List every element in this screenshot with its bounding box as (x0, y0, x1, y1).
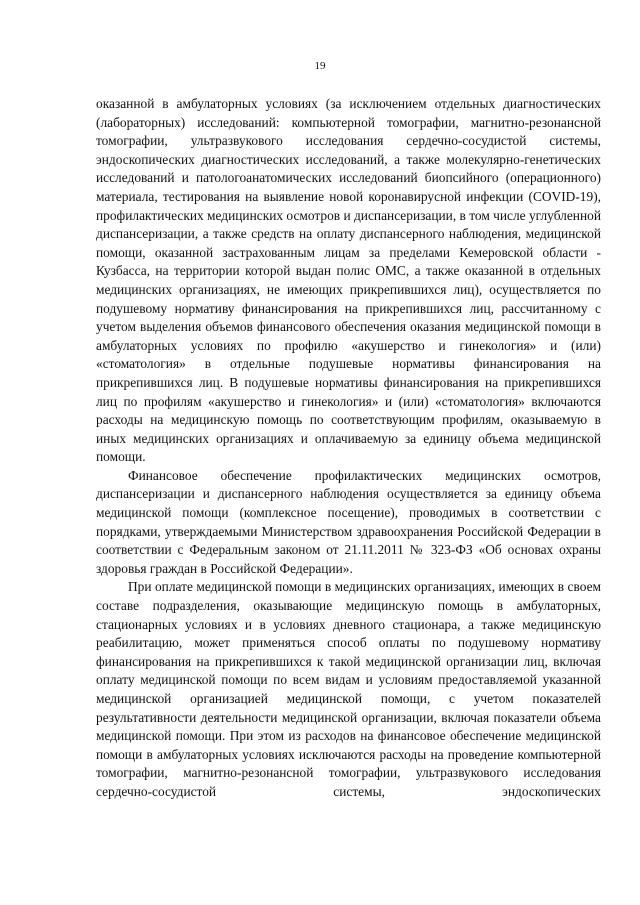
paragraph-continuation: оказанной в амбулаторных условиях (за исключением отдельных диагностических (лабораторных) исследований: компьютерной томографии, магнитно-резонансной томографии, ультразвукового исследования сердечно-сосудистой системы, эндоскопических диагностических исследований, а также молекулярно-генетических исследований и патологоанатомических исследований биопсийного (операционного) материала, тестирования на выявление новой коронавирусной инфекции (COVID-19), профилактических медицинских осмотров и диспансеризации, в том числе углубленной диспансеризации, а также средств на оплату диспансерного наблюдения, медицинской помощи, оказанной застрахованным лицам за пределами Кемеровской области - Кузбасса, на территории которой выдан полис ОМС, а также оказанной в отдельных медицинских организациях, не имеющих прикрепившихся лиц), осуществляется по подушевому нормативу финансирования на прикрепившихся лиц, рассчитанному с учетом выделения объемов финансового обеспечения оказания медицинской помощи в амбулаторных условиях по профилю «акушерство и гинекология» и (или) «стоматология» в отдельные подушевые нормативы финансирования на прикрепившихся лиц. В подушевые нормативы финансирования на прикрепившихся лиц по профилям «акушерство и гинекология» и (или) «стоматология» включаются расходы на медицинскую помощь по соответствующим профилям, оказываемую в иных медицинских организациях и оплачиваемую за единицу объема медицинской помощи. (96, 96, 601, 465)
paragraph-payment-method: При оплате медицинской помощи в медицинских организациях, имеющих в своем составе подразделения, оказывающие медицинскую помощь в амбулаторных, стационарных условиях и в условиях дневного стационара, а также медицинскую реабилитацию, может применяться способ оплаты по подушевому нормативу финансирования на прикрепившихся к такой медицинской организации лиц, включая оплату медицинской помощи по всем видам и условиям предоставляемой указанной медицинской организацией медицинской помощи, с учетом показателей результативности деятельности медицинской организации, включая показатели объема медицинской помощи. При этом из расходов на финансовое обеспечение медицинской помощи в амбулаторных условиях исключаются расходы на проведение компьютерной томографии, магнитно-резонансной томографии, ультразвукового исследования сердечно-сосудистой системы, эндоскопических (96, 579, 601, 799)
page-number: 19 (314, 60, 326, 72)
document-body (96, 95, 601, 802)
paragraph-financing-checkups: Финансовое обеспечение профилактических медицинских осмотров, диспансеризации и диспансерного наблюдения осуществляется за единицу объема медицинской помощи (комплексное посещение), проводимых в соответствии с порядками, утверждаемыми Министерством здравоохранения Российской Федерации в соответствии с Федеральным законом от 21.11.2011 № 323-ФЗ «Об основах охраны здоровья граждан в Российской Федерации». (96, 467, 601, 576)
